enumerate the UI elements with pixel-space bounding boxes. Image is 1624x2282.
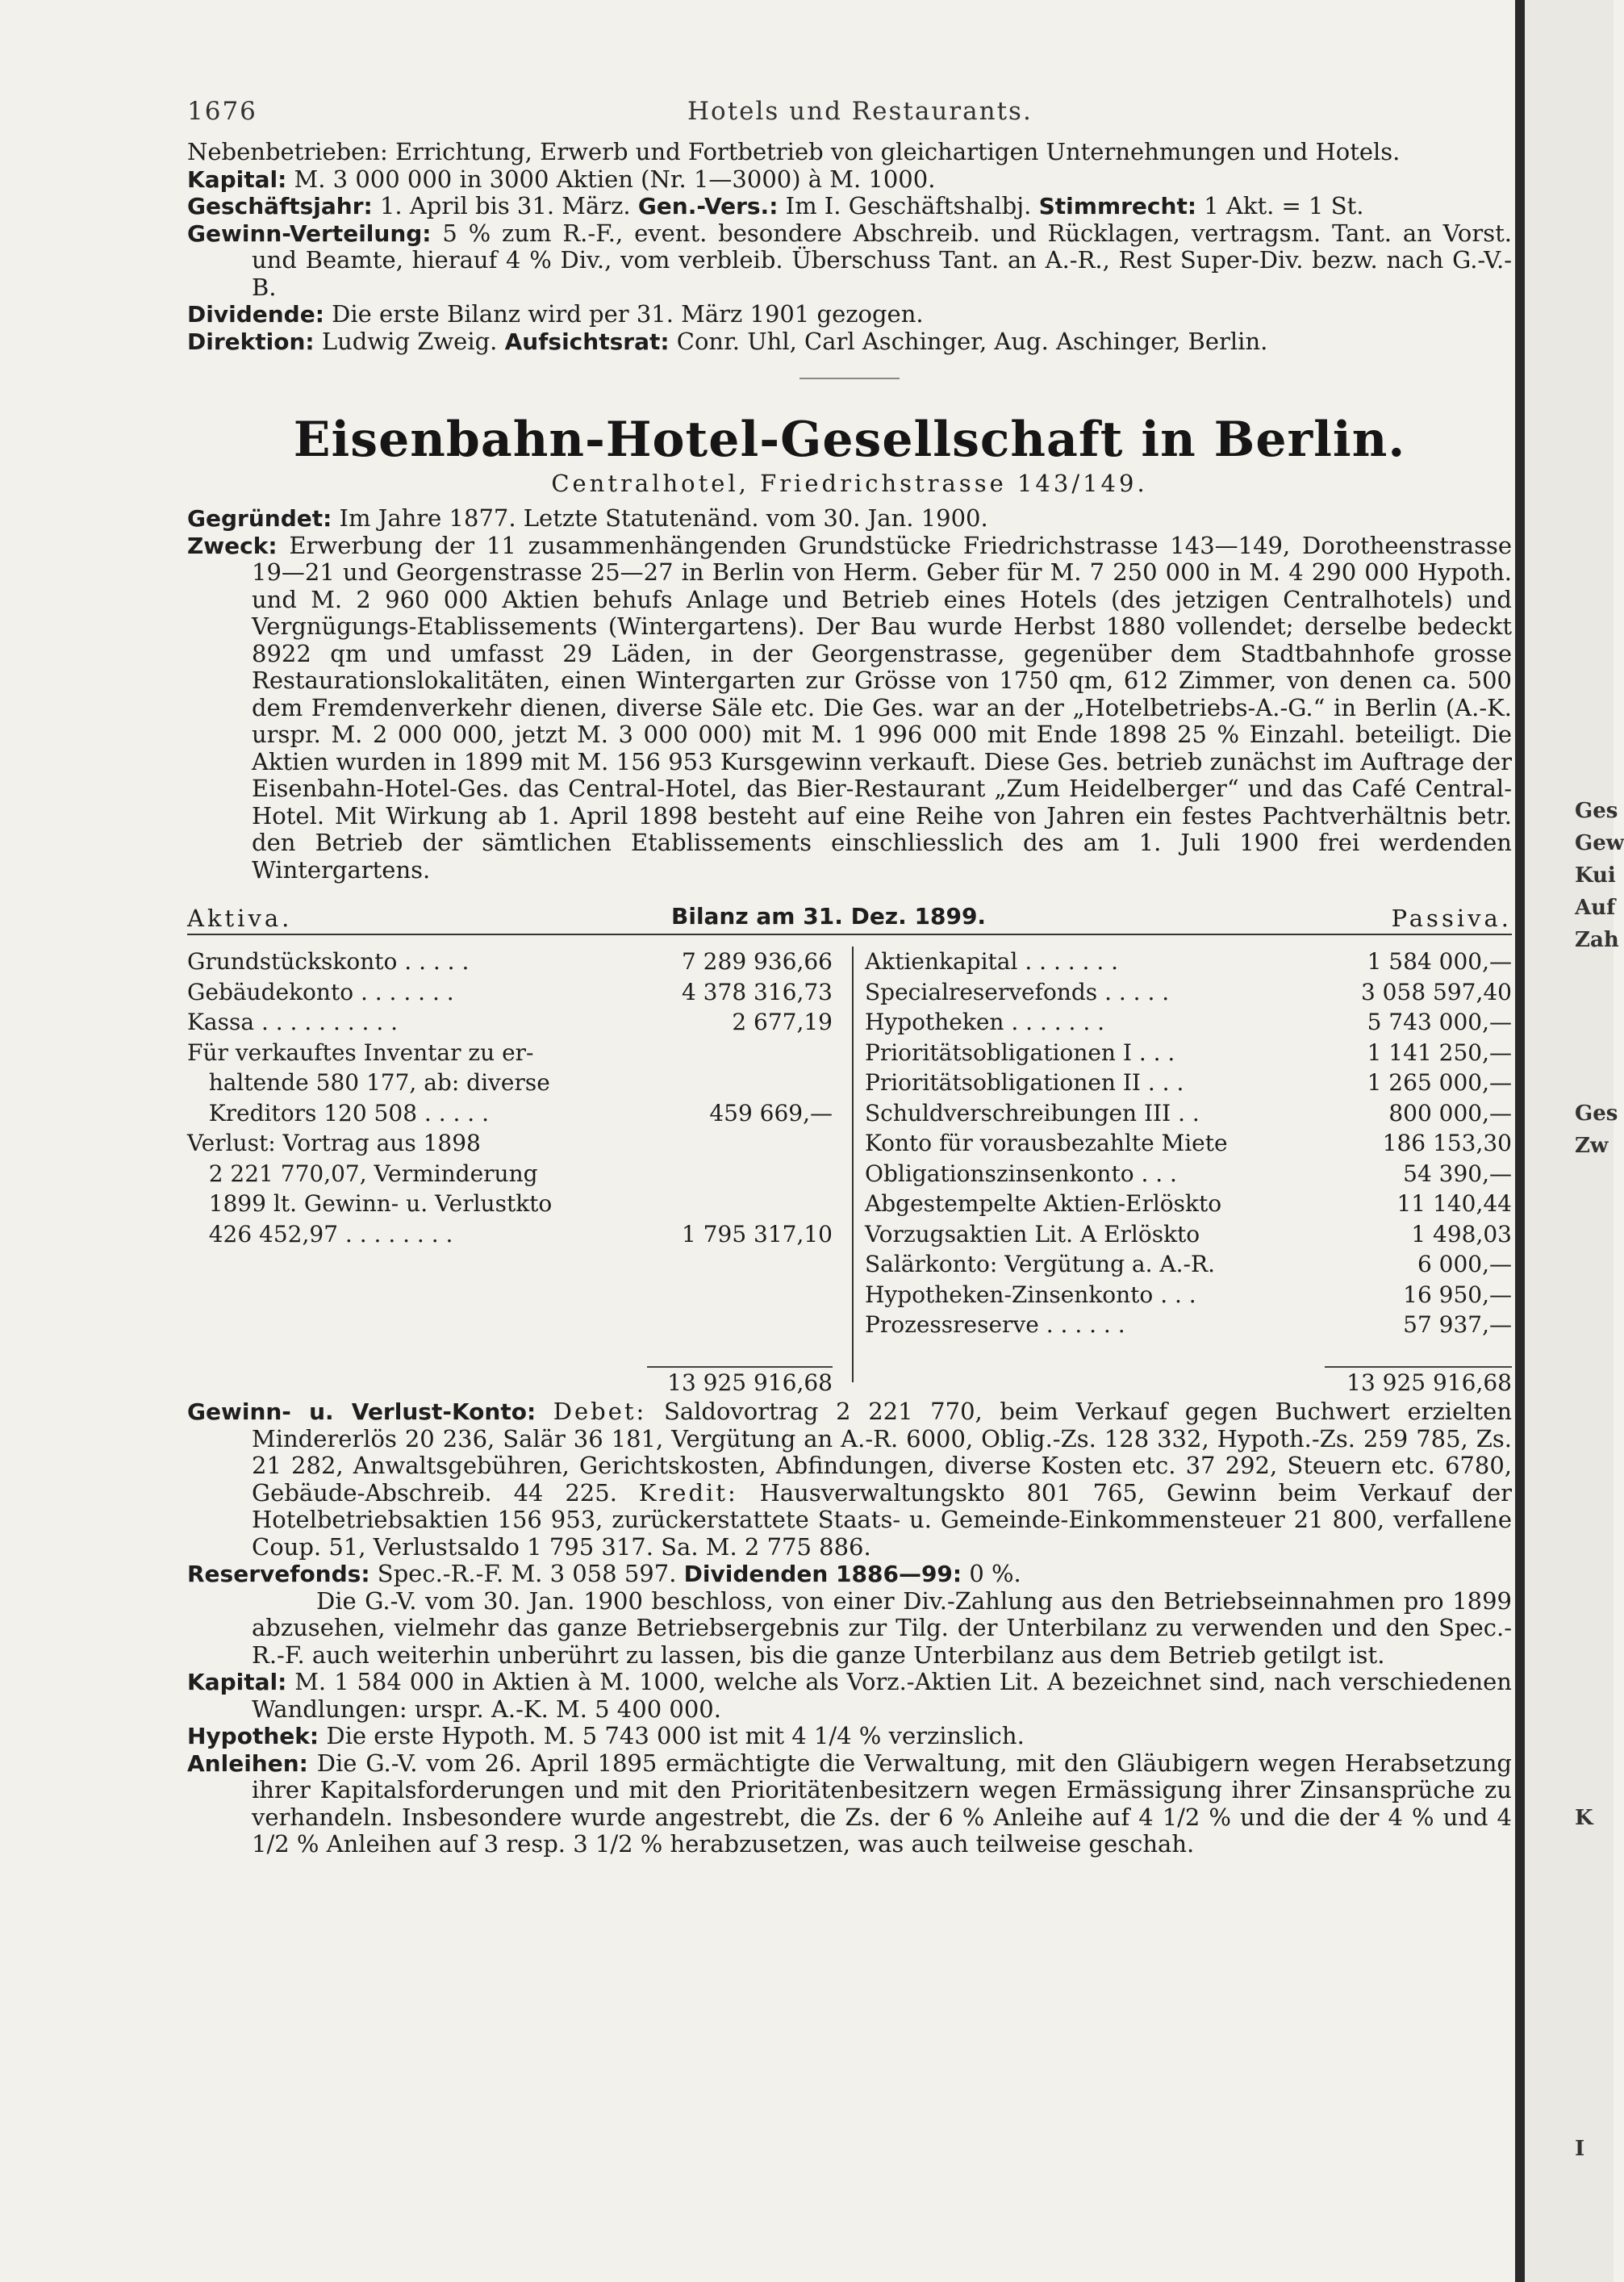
balance-row-label: Grundstückskonto . . . . .	[187, 948, 470, 975]
margin-fragment: Zw	[1575, 1134, 1609, 1158]
balance-sheet	[187, 947, 1512, 1398]
balance-row-value: 3 058 597,40	[1360, 978, 1512, 1005]
balance-row-label: 2 221 770,07, Verminderung	[187, 1160, 538, 1187]
balance-header	[187, 898, 1512, 935]
zweck-entry: Zweck: Erwerbung der 11 zusammenhängenden Grundstücke Friedrichstrasse 143—149, Dorotheenstrasse 19—21 und Georgenstrasse 25—27 in Berlin von Herm. Geber für M. 7 250 000 in M. 4 290 000 Hypoth. und M. 2 960 000 Aktien behufs Anlage und Betrieb eines Hotels (des jetzigen Centralhotels) und Vergnügungs-Etablissements (Wintergartens). Der Bau wurde Herbst 1880 vollendet; derselbe bedeckt 8922 qm und umfasst 29 Läden, in der Georgenstrasse, gegenüber dem Stadtbahnhofe grosse Restaurationslokalitäten, einen Wintergarten zur Grösse von 1750 qm, 612 Zimmer, von denen ca. 500 dem Fremdenverkehr dienen, diverse Säle etc. Die Ges. war an der „Hotelbetriebs-A.-G.“ in Berlin (A.-K. urspr. M. 2 000 000, jetzt M. 3 000 000) mit M. 1 996 000 mit Ende 1898 25 % Einzahl. beteiligt. Die Aktien wurden in 1899 mit M. 156 953 Kursgewinn verkauft. Diese Ges. betrieb zunächst im Auftrage der Eisenbahn-Hotel-Ges. das Central-Hotel, das Bier-Restaurant „Zum Heidelberger“ und das Café Central-Hotel. Mit Wirkung ab 1. April 1898 besteht auf eine Reihe von Jahren ein festes Pachtverhältnis betr. den Betrieb der sämtlichen Etablissements einschliesslich des am 1. Juli 1900 frei werdenden Wintergartens.	[187, 531, 1512, 884]
balance-title: Bilanz am 31. Dez. 1899.	[671, 903, 987, 930]
balance-row-value: 800 000,—	[1388, 1099, 1512, 1126]
balance-row-label: Kassa . . . . . . . . . .	[187, 1009, 399, 1035]
balance-row	[865, 1280, 1512, 1310]
margin-fragment: I	[1575, 2137, 1585, 2161]
balance-row	[187, 1068, 833, 1098]
balance-row	[865, 1189, 1512, 1219]
balance-row-value: 1 498,03	[1411, 1220, 1512, 1248]
balance-row-label: Verlust: Vortrag aus 1898	[187, 1130, 481, 1156]
balance-row-value: 5 743 000,—	[1367, 1009, 1512, 1035]
balance-row-label: 1899 lt. Gewinn- u. Verlustkto	[187, 1190, 553, 1217]
balance-row	[187, 1189, 833, 1219]
balance-row	[187, 1159, 833, 1189]
balance-row	[187, 1007, 833, 1038]
margin-fragment: Auf	[1575, 896, 1616, 920]
balance-row	[865, 977, 1512, 1008]
balance-row	[187, 1098, 833, 1129]
aktiva-total: 13 925 916,68	[647, 1366, 833, 1398]
balance-row-value: 186 153,30	[1382, 1130, 1512, 1156]
company-title: Eisenbahn-Hotel-Gesellschaft in Berlin.	[293, 412, 1406, 468]
balance-row-value: 1 141 250,—	[1367, 1039, 1512, 1066]
prev-entry-kapital: Kapital: M. 3 000 000 in 3000 Aktien (Nr. 1—3000) à M. 1000.	[187, 165, 936, 193]
document-page	[187, 90, 1512, 1858]
passiva-label: Passiva.	[1391, 905, 1512, 932]
balance-row	[865, 1249, 1512, 1280]
margin-fragment: Gew	[1575, 831, 1624, 855]
balance-row	[865, 1219, 1512, 1250]
balance-row-label: haltende 580 177, ab: diverse	[187, 1069, 550, 1096]
margin-fragment: Ges	[1575, 1101, 1618, 1126]
gegruendet-entry: Gegründet: Im Jahre 1877. Letzte Statutenänd. vom 30. Jan. 1900.	[187, 504, 988, 532]
balance-row-value: 1 795 317,10	[681, 1220, 833, 1248]
balance-row	[187, 947, 833, 977]
balance-row-value: 16 950,—	[1403, 1281, 1512, 1308]
balance-row-value: 54 390,—	[1403, 1160, 1512, 1187]
passiva-total: 13 925 916,68	[1325, 1366, 1512, 1398]
gv-konto-entry: Gewinn- u. Verlust-Konto: Debet: Saldovortrag 2 221 770, beim Verkauf gegen Buchwert erzielten Mindererlös 20 236, Salär 36 181, Vergütung an A.-R. 6000, Oblig.-Zs. 128 332, Hypoth.-Zs. 259 785, Zs. 21 282, Anwaltsgebühren, Gerichtskosten, Abfindungen, diverse Kosten etc. 37 292, Steuern etc. 6780, Gebäude-Abschreib. 44 225. Kredit: Hausverwaltungskto 801 765, Gewinn beim Verkauf der Hotelbetriebsaktien 156 953, zurückerstattete Staats- u. Gemeinde-Einkommensteuer 21 800, verfallene Coup. 51, Verlustsaldo 1 795 317. Sa. M. 2 775 886.	[187, 1398, 1513, 1561]
balance-row-label: Schuldverschreibungen III . .	[865, 1099, 1200, 1126]
balance-row-label: Kreditors 120 508 . . . . .	[187, 1099, 490, 1126]
margin-fragment: Ges	[1575, 799, 1618, 823]
balance-row-value: 11 140,44	[1396, 1190, 1512, 1217]
balance-row	[187, 977, 833, 1008]
balance-row-label: Prioritätsobligationen I . . .	[865, 1039, 1175, 1066]
balance-row-value: 1 265 000,—	[1367, 1069, 1512, 1096]
aktiva-label: Aktiva.	[187, 905, 293, 932]
balance-row-label: Prioritätsobligationen II . . .	[865, 1069, 1184, 1096]
balance-row	[187, 1128, 833, 1159]
balance-row-label: Aktienkapital . . . . . . .	[865, 948, 1119, 975]
balance-row	[865, 1007, 1512, 1038]
margin-fragment: Zah	[1575, 928, 1619, 952]
running-title: Hotels und Restaurants.	[687, 97, 1033, 126]
prev-entry-direktion: Direktion: Ludwig Zweig. Aufsichtsrat: Conr. Uhl, Carl Aschinger, Aug. Aschinger, Berlin.	[187, 327, 1268, 355]
reservefonds-entry: Reservefonds: Spec.-R.-F. M. 3 058 597. Dividenden 1886—99: 0 %.	[187, 1560, 1021, 1587]
page-gutter-edge	[1515, 0, 1525, 2282]
hypothek-entry: Hypothek: Die erste Hypoth. M. 5 743 000 ist mit 4 1/4 % verzinslich.	[187, 1722, 1025, 1749]
prev-entry-dividende: Dividende: Die erste Bilanz wird per 31. März 1901 gezogen.	[187, 300, 924, 328]
balance-row-label: Obligationszinsenkonto . . .	[865, 1160, 1177, 1187]
kapital-entry: Kapital: M. 1 584 000 in Aktien à M. 1000, welche als Vorz.-Aktien Lit. A bezeichnet sind, nach verschiedenen Wandlungen: urspr. A.-K. M. 5 400 000.	[187, 1668, 1512, 1723]
balance-row-label: Hypotheken . . . . . . .	[865, 1009, 1105, 1035]
balance-row-value: 1 584 000,—	[1367, 948, 1512, 975]
prev-entry-intro: Nebenbetrieben: Errichtung, Erwerb und Fortbetrieb von gleichartigen Unternehmungen und Hotels.	[187, 138, 1401, 165]
balance-row	[865, 1068, 1512, 1098]
balance-row-value: 6 000,—	[1417, 1251, 1512, 1277]
balance-row-label: Gebäudekonto . . . . . . .	[187, 978, 454, 1005]
balance-row-label: Für verkauftes Inventar zu er-	[187, 1039, 534, 1066]
balance-row	[865, 1310, 1512, 1340]
balance-row	[865, 1128, 1512, 1159]
balance-row-label: Salärkonto: Vergütung a. A.-R.	[865, 1251, 1215, 1277]
page-header	[187, 90, 1512, 139]
prev-entry-gewinn: Gewinn-Verteilung: 5 % zum R.-F., event. besondere Abschreib. und Rücklagen, vertragsm. Tant. an Vorst. und Beamte, hierauf 4 % Div., vom verbleib. Überschuss Tant. an A.-R., Rest Super-Div. bezw. nach G.-V.-B.	[187, 219, 1512, 301]
section-separator	[799, 378, 900, 379]
balance-row-label: 426 452,97 . . . . . . . .	[187, 1220, 453, 1248]
balance-row	[865, 1038, 1512, 1068]
balance-row-label: Prozessreserve . . . . . .	[865, 1311, 1125, 1338]
balance-row	[865, 1159, 1512, 1189]
balance-row	[187, 1038, 833, 1068]
aktiva-column	[187, 947, 833, 1249]
balance-row-label: Vorzugsaktien Lit. A Erlöskto	[865, 1220, 1200, 1248]
balance-row-label: Abgestempelte Aktien-Erlöskto	[865, 1190, 1222, 1217]
company-subtitle: Centralhotel, Friedrichstrasse 143/149.	[551, 470, 1148, 497]
page-number: 1676	[187, 97, 257, 126]
anleihen-entry: Anleihen: Die G.-V. vom 26. April 1895 ermächtigte die Verwaltung, mit den Gläubigern wegen Herabsetzung ihrer Kapitalsforderungen und mit den Prioritätenbesitzern wegen Ermässigung ihrer Zinsansprüche zu verhandeln. Insbesondere wurde angestrebt, die Zs. der 6 % Anleihe auf 4 1/2 % und die der 4 % und 4 1/2 % Anleihen auf 3 resp. 3 1/2 % herabzusetzen, was auch teilweise geschah.	[187, 1749, 1512, 1858]
balance-row-value: 459 669,—	[709, 1099, 833, 1126]
balance-row-value: 4 378 316,73	[681, 978, 833, 1005]
balance-row-label: Specialreservefonds . . . . .	[865, 978, 1170, 1005]
balance-row	[865, 1098, 1512, 1129]
balance-row	[187, 1219, 833, 1250]
margin-fragment: Kui	[1575, 863, 1616, 888]
margin-fragment: K	[1575, 1806, 1593, 1830]
balance-row-value: 57 937,—	[1403, 1311, 1512, 1338]
prev-entry-geschaeftsjahr: Geschäftsjahr: 1. April bis 31. März. Gen.-Vers.: Im I. Geschäftshalbj. Stimmrecht: 1 Akt. = 1 St.	[187, 192, 1364, 219]
passiva-column	[865, 947, 1512, 1340]
balance-row	[865, 947, 1512, 977]
balance-row-label: Hypotheken-Zinsenkonto . . .	[865, 1281, 1196, 1308]
balance-row-value: 7 289 936,66	[681, 948, 833, 975]
balance-row-label: Konto für vorausbezahlte Miete	[865, 1130, 1228, 1156]
reservefonds-para: Die G.-V. vom 30. Jan. 1900 beschloss, von einer Div.-Zahlung aus den Betriebseinnahmen pro 1899 abzusehen, vielmehr das ganze Betriebsergebnis zur Tilg. der Unterbilanz zu verwenden und den Spec.-R.-F. auch weiterhin unberührt zu lassen, bis die ganze Unterbilanz aus dem Betrieb getilgt ist.	[252, 1586, 1512, 1669]
balance-row-value: 2 677,19	[732, 1009, 833, 1035]
balance-divider	[852, 947, 854, 1382]
